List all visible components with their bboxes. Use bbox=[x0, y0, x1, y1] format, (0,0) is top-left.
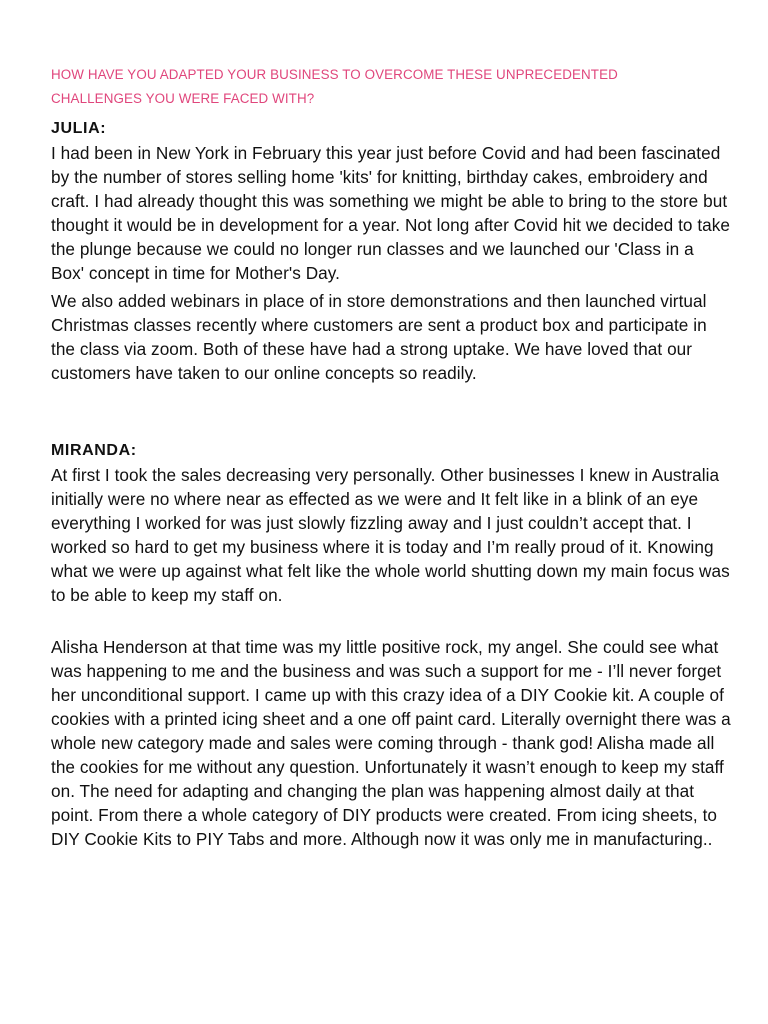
miranda-paragraph-2: Alisha Henderson at that time was my little positive rock, my angel. She could see what was happening to me and the business and was such a support for me - I’ll never forget her unconditional support. I came up with this crazy idea of a DIY Cookie kit. A couple of cookies with a printed icing sheet and a one off paint card. Literally overnight there was a whole new category made and sales were coming through - thank god! Alisha made all the cookies for me without any question. Unfortunately it wasn’t enough to keep my staff on. The need for adapting and changing the plan was happening almost daily at that point. From there a whole category of DIY products were created. From icing sheets, to DIY Cookie Kits to PIY Tabs and more. Although now it was only me in manufacturing.. bbox=[51, 637, 731, 849]
speaker-name-miranda: MIRANDA: bbox=[51, 442, 137, 459]
julia-answer bbox=[51, 117, 731, 385]
section-spacer bbox=[51, 389, 731, 439]
document-page bbox=[51, 63, 731, 855]
question-line-1: HOW HAVE YOU ADAPTED YOUR BUSINESS TO OVERCOME THESE UNPRECEDENTED bbox=[51, 67, 618, 82]
speaker-name-julia: JULIA: bbox=[51, 120, 107, 137]
julia-paragraph-2: We also added webinars in place of in store demonstrations and then launched virtual Christmas classes recently where customers are sent a product box and participate in the class via zoom. Both of these have had a strong uptake. We have loved that our customers have taken to our online concepts so readily. bbox=[51, 291, 707, 383]
miranda-answer bbox=[51, 439, 731, 851]
question-line-2: CHALLENGES YOU WERE FACED WITH? bbox=[51, 91, 315, 106]
julia-paragraph-1: I had been in New York in February this year just before Covid and had been fascinated by the number of stores selling home 'kits' for knitting, birthday cakes, embroidery and craft. I had already thought this was something we might be able to bring to the store but thought it would be in development for a year. Not long after Covid hit we decided to take the plunge because we could no longer run classes and we launched our 'Class in a Box' concept in time for Mother's Day. bbox=[51, 143, 731, 283]
miranda-paragraph-1: At first I took the sales decreasing very personally. Other businesses I knew in Australia initially were no where near as effected as we were and It felt like in a blink of an eye everything I worked for was just slowly fizzling away and I just couldn’t accept that. I worked so hard to get my business where it is today and I’m really proud of it. Knowing what we were up against what felt like the whole world shutting down my main focus was to be able to keep my staff on. bbox=[51, 465, 730, 605]
paragraph-spacer bbox=[51, 611, 731, 635]
interview-question bbox=[51, 63, 731, 111]
